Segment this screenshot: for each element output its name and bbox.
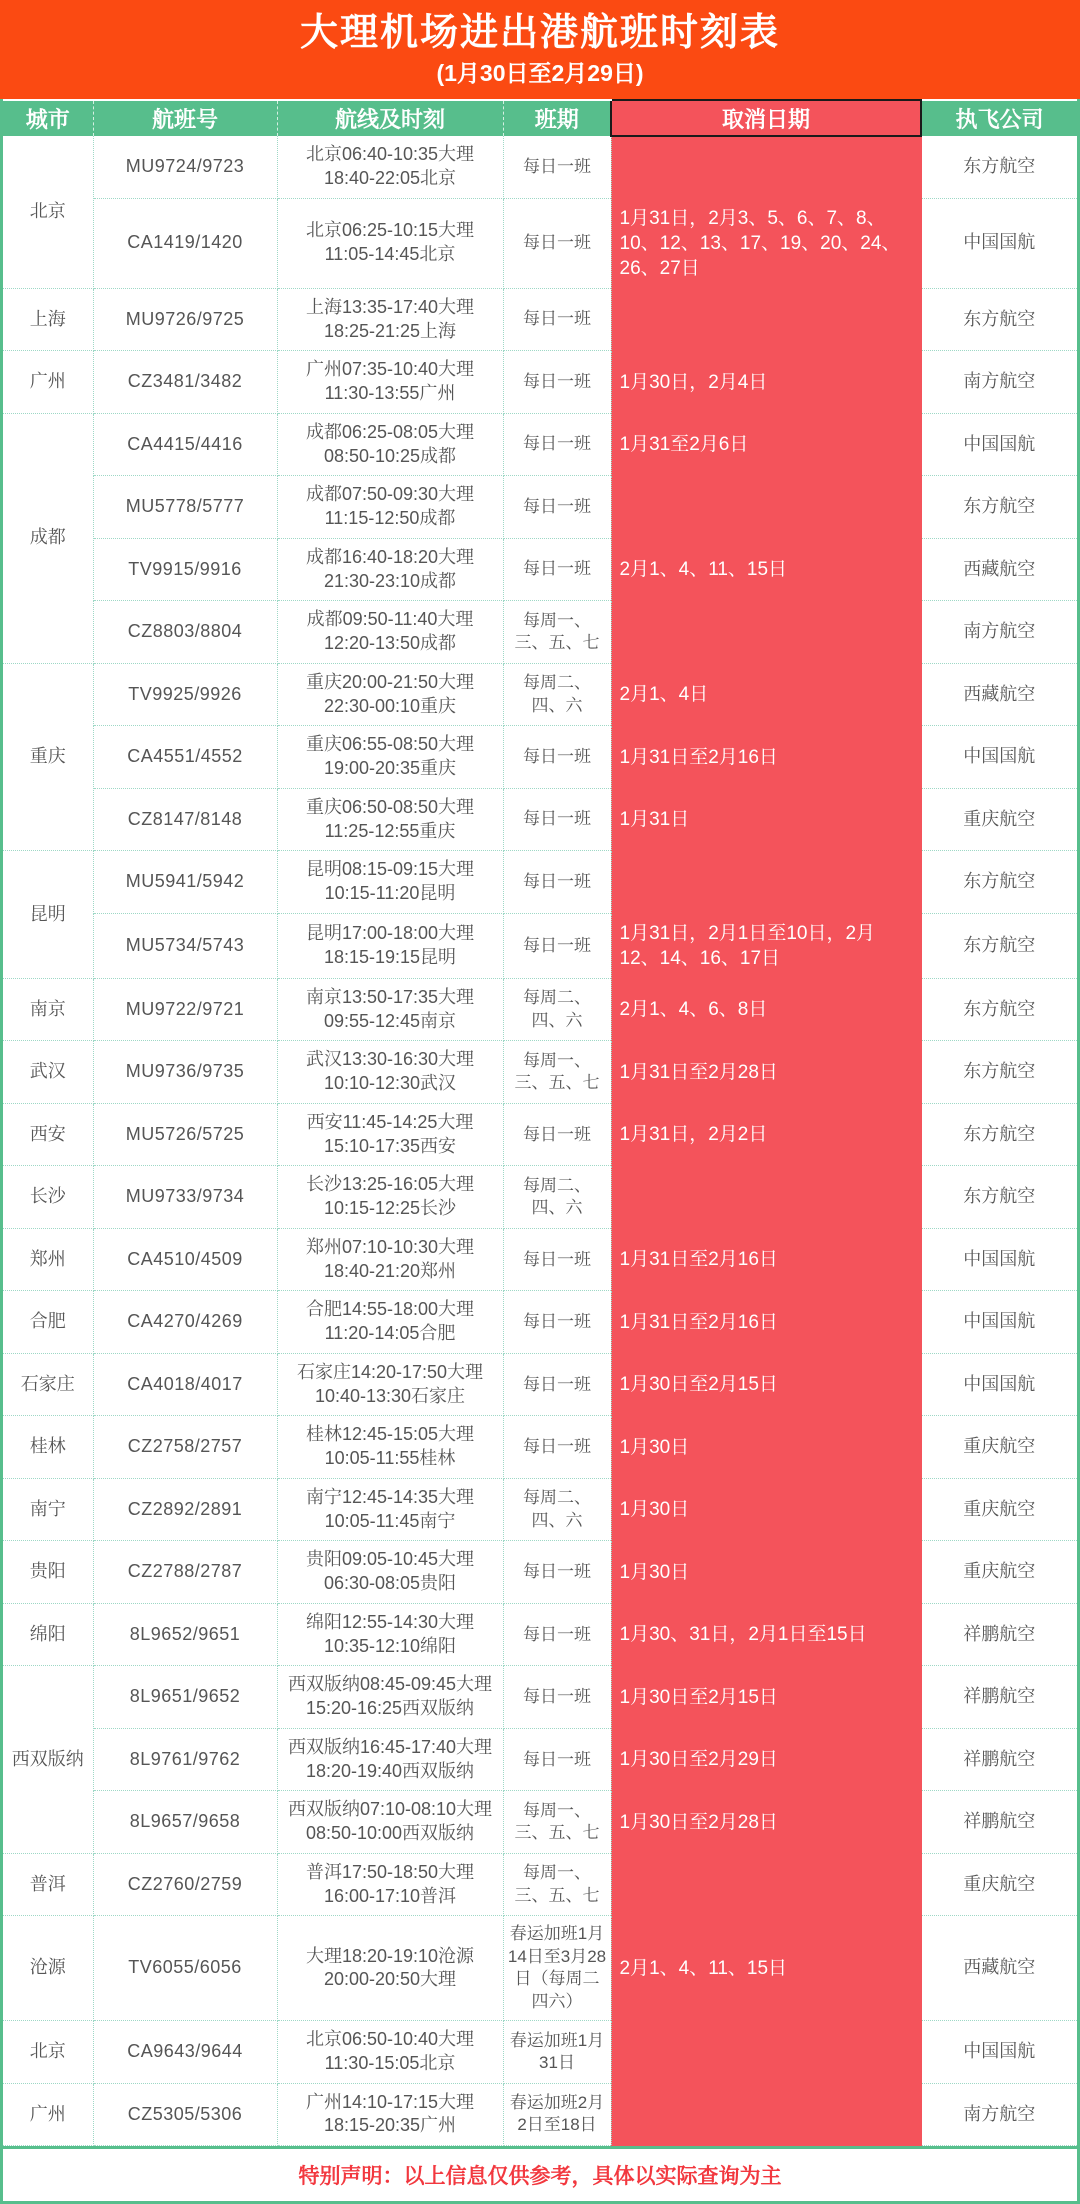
route-cell <box>277 663 503 726</box>
route-cell <box>277 288 503 351</box>
route-line: 大理18:20-19:10沧源 <box>305 1945 475 1966</box>
schedule-cell: 每日一班 <box>503 1228 611 1291</box>
schedule-cell: 每日一班 <box>503 1728 611 1791</box>
route-line: 18:40-21:20郑州 <box>323 1260 457 1281</box>
route-line: 08:50-10:25成都 <box>323 445 457 466</box>
flight-row <box>3 913 1077 978</box>
route-line: 北京06:40-10:35大理 <box>305 144 475 165</box>
schedule-cell: 每日一班 <box>503 1291 611 1354</box>
city-cell: 上海 <box>3 288 93 351</box>
route-line: 21:30-23:10成都 <box>323 570 457 591</box>
city-cell: 合肥 <box>3 1291 93 1354</box>
schedule-cell: 每日一班 <box>503 788 611 851</box>
schedule-cell: 每日一班 <box>503 913 611 978</box>
route-cell <box>277 1478 503 1541</box>
flight-row <box>3 351 1077 414</box>
city-cell: 南京 <box>3 978 93 1041</box>
airline-cell: 祥鹏航空 <box>921 1791 1077 1854</box>
route-cell <box>277 726 503 789</box>
route-line: 西安11:45-14:25大理 <box>306 1111 474 1132</box>
column-header-airline: 执飞公司 <box>921 100 1077 136</box>
route-line: 成都09:50-11:40大理 <box>306 609 474 630</box>
flight-row <box>3 1103 1077 1166</box>
cancel-dates-cell: 1月31至2月6日 <box>611 413 921 476</box>
city-cell: 武汉 <box>3 1041 93 1104</box>
cancel-dates-cell: 2月1、4、11、15日 <box>611 538 921 601</box>
route-cell <box>277 978 503 1041</box>
city-cell: 桂林 <box>3 1416 93 1479</box>
route-cell <box>277 913 503 978</box>
schedule-cell: 每日一班 <box>503 1541 611 1604</box>
route-line: 10:05-11:45南宁 <box>324 1510 456 1531</box>
cancel-dates-cell <box>611 851 921 914</box>
route-line: 桂林12:45-15:05大理 <box>305 1424 475 1445</box>
page-banner <box>0 0 1080 99</box>
airline-cell: 东方航空 <box>921 1041 1077 1104</box>
cancel-dates-cell: 2月1、4、6、8日 <box>611 978 921 1041</box>
city-cell: 北京 <box>3 136 93 288</box>
route-line: 10:40-13:30石家庄 <box>314 1385 466 1406</box>
route-cell <box>277 136 503 198</box>
route-line: 11:20-14:05合肥 <box>324 1323 456 1344</box>
cancel-dates-cell <box>611 1853 921 1916</box>
route-line: 长沙13:25-16:05大理 <box>305 1174 475 1195</box>
flight-number-cell: CZ2892/2891 <box>93 1478 277 1541</box>
airline-cell: 中国国航 <box>921 1291 1077 1354</box>
schedule-cell: 春运加班1月31日 <box>503 2021 611 2084</box>
city-cell: 重庆 <box>3 663 93 851</box>
schedule-cell: 每日一班 <box>503 1353 611 1416</box>
cancel-dates-cell: 1月30日至2月15日 <box>611 1353 921 1416</box>
route-line: 10:15-11:20昆明 <box>324 883 456 904</box>
flight-number-cell: CZ2758/2757 <box>93 1416 277 1479</box>
flight-schedule-table <box>3 99 1077 2146</box>
route-line: 广州07:35-10:40大理 <box>305 359 475 380</box>
flight-number-cell: 8L9652/9651 <box>93 1603 277 1666</box>
route-line: 09:55-12:45南京 <box>323 1010 457 1031</box>
cancel-dates-cell: 1月30日 <box>611 1416 921 1479</box>
flight-number-cell: MU5778/5777 <box>93 476 277 539</box>
flight-number-cell: TV6055/6056 <box>93 1916 277 2021</box>
route-line: 18:25-21:25上海 <box>323 320 457 341</box>
airline-cell: 重庆航空 <box>921 788 1077 851</box>
route-line: 10:15-12:25长沙 <box>323 1198 457 1219</box>
flight-row <box>3 726 1077 789</box>
airline-cell: 祥鹏航空 <box>921 1728 1077 1791</box>
cancel-dates-cell: 2月1、4、11、15日 <box>611 1916 921 2021</box>
cancel-dates-cell: 1月30日至2月29日 <box>611 1728 921 1791</box>
cancel-dates-cell <box>611 288 921 351</box>
route-cell <box>277 601 503 664</box>
flight-number-cell: CZ8147/8148 <box>93 788 277 851</box>
route-line: 12:20-13:50成都 <box>323 633 457 654</box>
city-cell: 北京 <box>3 2021 93 2084</box>
schedule-cell: 每日一班 <box>503 413 611 476</box>
route-cell <box>277 851 503 914</box>
route-line: 广州14:10-17:15大理 <box>305 2091 475 2112</box>
flight-row <box>3 538 1077 601</box>
route-line: 10:05-11:55桂林 <box>324 1448 456 1469</box>
route-line: 石家庄14:20-17:50大理 <box>296 1361 484 1382</box>
cancel-dates-cell: 1月30日 <box>611 1478 921 1541</box>
flight-row <box>3 1228 1077 1291</box>
airline-cell: 祥鹏航空 <box>921 1666 1077 1729</box>
route-cell <box>277 198 503 288</box>
route-line: 11:05-14:45北京 <box>324 244 456 265</box>
cancel-dates-cell: 1月31日 <box>611 788 921 851</box>
disclaimer-text: 特别声明：以上信息仅供参考，具体以实际查询为主 <box>298 2165 782 2189</box>
schedule-cell: 春运加班2月2日至18日 <box>503 2083 611 2146</box>
airline-cell: 中国国航 <box>921 1353 1077 1416</box>
flight-row <box>3 136 1077 198</box>
airline-cell: 东方航空 <box>921 913 1077 978</box>
schedule-cell: 每周二、四、六 <box>503 1166 611 1229</box>
cancel-dates-cell: 1月31日至2月16日 <box>611 726 921 789</box>
route-line: 贵阳09:05-10:45大理 <box>305 1549 475 1570</box>
cancel-dates-cell: 1月30、31日，2月1日至15日 <box>611 1603 921 1666</box>
route-cell <box>277 2083 503 2146</box>
flight-row <box>3 1353 1077 1416</box>
route-cell <box>277 788 503 851</box>
airline-cell: 重庆航空 <box>921 1853 1077 1916</box>
route-line: 18:20-19:40西双版纳 <box>305 1760 475 1781</box>
flight-row <box>3 2083 1077 2146</box>
city-cell: 广州 <box>3 351 93 414</box>
flight-number-cell: MU9724/9723 <box>93 136 277 198</box>
airline-cell: 东方航空 <box>921 476 1077 539</box>
flight-number-cell: TV9925/9926 <box>93 663 277 726</box>
city-cell: 普洱 <box>3 1853 93 1916</box>
airline-cell: 重庆航空 <box>921 1478 1077 1541</box>
flight-row <box>3 1291 1077 1354</box>
column-header-row <box>3 100 1077 136</box>
flight-number-cell: CZ2760/2759 <box>93 1853 277 1916</box>
route-cell <box>277 1853 503 1916</box>
route-cell <box>277 1541 503 1604</box>
flight-row <box>3 1916 1077 2021</box>
schedule-cell: 每日一班 <box>503 726 611 789</box>
flight-row <box>3 663 1077 726</box>
schedule-cell: 每日一班 <box>503 1666 611 1729</box>
route-line: 北京06:25-10:15大理 <box>305 220 475 241</box>
route-cell <box>277 1666 503 1729</box>
route-cell <box>277 538 503 601</box>
schedule-cell: 每日一班 <box>503 1103 611 1166</box>
city-cell: 石家庄 <box>3 1353 93 1416</box>
flight-row <box>3 288 1077 351</box>
route-line: 18:15-20:35广州 <box>323 2115 457 2136</box>
cancel-dates-cell: 1月31日至2月28日 <box>611 1041 921 1104</box>
city-cell: 成都 <box>3 413 93 663</box>
schedule-cell: 每周二、四、六 <box>503 663 611 726</box>
city-cell: 西双版纳 <box>3 1666 93 1854</box>
airline-cell: 中国国航 <box>921 2021 1077 2084</box>
column-header-city: 城市 <box>3 100 93 136</box>
flight-row <box>3 788 1077 851</box>
flight-row <box>3 1541 1077 1604</box>
route-line: 11:25-12:55重庆 <box>324 820 456 841</box>
flight-row <box>3 978 1077 1041</box>
city-cell: 昆明 <box>3 851 93 979</box>
route-line: 15:10-17:35西安 <box>323 1135 457 1156</box>
city-cell: 南宁 <box>3 1478 93 1541</box>
route-line: 重庆06:50-08:50大理 <box>305 796 475 817</box>
flight-row <box>3 851 1077 914</box>
route-line: 昆明08:15-09:15大理 <box>305 859 475 880</box>
flight-number-cell: MU9726/9725 <box>93 288 277 351</box>
route-line: 重庆06:55-08:50大理 <box>305 734 475 755</box>
route-line: 重庆20:00-21:50大理 <box>305 671 475 692</box>
airline-cell: 东方航空 <box>921 1166 1077 1229</box>
route-line: 武汉13:30-16:30大理 <box>305 1049 475 1070</box>
flight-number-cell: 8L9651/9652 <box>93 1666 277 1729</box>
route-line: 普洱17:50-18:50大理 <box>305 1861 475 1882</box>
flight-number-cell: MU9722/9721 <box>93 978 277 1041</box>
column-header-flight: 航班号 <box>93 100 277 136</box>
route-cell <box>277 413 503 476</box>
schedule-cell: 每日一班 <box>503 351 611 414</box>
flight-number-cell: CA4270/4269 <box>93 1291 277 1354</box>
airline-cell: 南方航空 <box>921 601 1077 664</box>
route-line: 合肥14:55-18:00大理 <box>305 1299 475 1320</box>
flight-number-cell: MU5726/5725 <box>93 1103 277 1166</box>
route-line: 19:00-20:35重庆 <box>323 758 457 779</box>
flight-number-cell: MU9733/9734 <box>93 1166 277 1229</box>
airline-cell: 南方航空 <box>921 2083 1077 2146</box>
cancel-dates-cell: 1月31日，2月2日 <box>611 1103 921 1166</box>
disclaimer-bar <box>3 2146 1077 2201</box>
airline-cell: 中国国航 <box>921 1228 1077 1291</box>
schedule-cell: 春运加班1月14日至3月28日（每周二四六） <box>503 1916 611 2021</box>
flight-row <box>3 601 1077 664</box>
city-cell: 绵阳 <box>3 1603 93 1666</box>
flight-row <box>3 1166 1077 1229</box>
airline-cell: 重庆航空 <box>921 1541 1077 1604</box>
route-line: 11:30-15:05北京 <box>324 2052 456 2073</box>
cancel-dates-cell <box>611 136 921 198</box>
cancel-dates-cell: 2月1、4日 <box>611 663 921 726</box>
schedule-cell: 每周一、三、五、七 <box>503 1041 611 1104</box>
airline-cell: 重庆航空 <box>921 1416 1077 1479</box>
cancel-dates-cell: 1月31日至2月16日 <box>611 1291 921 1354</box>
route-cell <box>277 1603 503 1666</box>
route-cell <box>277 1791 503 1854</box>
cancel-dates-cell: 1月30日 <box>611 1541 921 1604</box>
column-header-route: 航线及时刻 <box>277 100 503 136</box>
flight-number-cell: CZ5305/5306 <box>93 2083 277 2146</box>
route-line: 06:30-08:05贵阳 <box>323 1573 457 1594</box>
flight-row <box>3 1603 1077 1666</box>
route-cell <box>277 2021 503 2084</box>
route-cell <box>277 1041 503 1104</box>
route-cell <box>277 1291 503 1354</box>
route-line: 昆明17:00-18:00大理 <box>305 923 475 944</box>
cancel-dates-cell <box>611 476 921 539</box>
airline-cell: 西藏航空 <box>921 1916 1077 2021</box>
airline-cell: 东方航空 <box>921 851 1077 914</box>
city-cell: 郑州 <box>3 1228 93 1291</box>
column-header-schedule: 班期 <box>503 100 611 136</box>
airline-cell: 东方航空 <box>921 1103 1077 1166</box>
airline-cell: 西藏航空 <box>921 538 1077 601</box>
route-cell <box>277 1353 503 1416</box>
route-line: 成都06:25-08:05大理 <box>305 421 475 442</box>
route-line: 20:00-20:50大理 <box>323 1969 457 1990</box>
route-line: 18:40-22:05北京 <box>323 167 457 188</box>
route-cell <box>277 476 503 539</box>
route-line: 08:50-10:00西双版纳 <box>305 1823 475 1844</box>
route-cell <box>277 1728 503 1791</box>
schedule-cell: 每日一班 <box>503 1603 611 1666</box>
schedule-cell: 每日一班 <box>503 538 611 601</box>
city-cell: 长沙 <box>3 1166 93 1229</box>
page-subtitle: (1月30日至2月29日) <box>436 59 644 86</box>
airline-cell: 东方航空 <box>921 288 1077 351</box>
airline-cell: 祥鹏航空 <box>921 1603 1077 1666</box>
airline-cell: 西藏航空 <box>921 663 1077 726</box>
flight-number-cell: CA4415/4416 <box>93 413 277 476</box>
airline-cell: 中国国航 <box>921 198 1077 288</box>
airline-cell: 中国国航 <box>921 726 1077 789</box>
route-line: 10:35-12:10绵阳 <box>323 1635 457 1656</box>
cancel-dates-cell: 1月31日至2月16日 <box>611 1228 921 1291</box>
schedule-cell: 每日一班 <box>503 851 611 914</box>
cancel-dates-cell: 1月30日至2月15日 <box>611 1666 921 1729</box>
route-line: 南宁12:45-14:35大理 <box>305 1486 475 1507</box>
flight-row <box>3 1728 1077 1791</box>
flight-row <box>3 413 1077 476</box>
route-line: 22:30-00:10重庆 <box>323 695 457 716</box>
flight-number-cell: 8L9657/9658 <box>93 1791 277 1854</box>
airline-cell: 中国国航 <box>921 413 1077 476</box>
flight-number-cell: CA4018/4017 <box>93 1353 277 1416</box>
cancel-dates-cell <box>611 1166 921 1229</box>
airline-cell: 南方航空 <box>921 351 1077 414</box>
cancel-dates-cell: 1月31日，2月1日至10日，2月12、14、16、17日 <box>611 913 921 978</box>
route-cell <box>277 1916 503 2021</box>
flight-number-cell: 8L9761/9762 <box>93 1728 277 1791</box>
route-line: 11:15-12:50成都 <box>324 508 456 529</box>
flight-number-cell: CZ2788/2787 <box>93 1541 277 1604</box>
flight-row <box>3 1853 1077 1916</box>
flight-row <box>3 1478 1077 1541</box>
route-line: 郑州07:10-10:30大理 <box>305 1236 475 1257</box>
route-cell <box>277 351 503 414</box>
flight-number-cell: TV9915/9916 <box>93 538 277 601</box>
route-cell <box>277 1416 503 1479</box>
page-title: 大理机场进出港航班时刻表 <box>299 12 780 54</box>
route-line: 15:20-16:25西双版纳 <box>305 1698 475 1719</box>
city-cell: 沧源 <box>3 1916 93 2021</box>
route-line: 10:10-12:30武汉 <box>323 1073 457 1094</box>
schedule-cell: 每周二、四、六 <box>503 978 611 1041</box>
column-header-cancel-dates: 取消日期 <box>611 100 921 136</box>
city-cell: 西安 <box>3 1103 93 1166</box>
airline-cell: 东方航空 <box>921 978 1077 1041</box>
route-cell <box>277 1103 503 1166</box>
schedule-cell: 每周一、三、五、七 <box>503 1853 611 1916</box>
airline-cell: 东方航空 <box>921 136 1077 198</box>
flight-number-cell: CA4551/4552 <box>93 726 277 789</box>
cancel-dates-cell: 1月30日，2月4日 <box>611 351 921 414</box>
flight-row <box>3 198 1077 288</box>
route-line: 成都07:50-09:30大理 <box>305 484 475 505</box>
flight-table-body <box>3 136 1077 2146</box>
route-line: 绵阳12:55-14:30大理 <box>305 1611 475 1632</box>
route-line: 南京13:50-17:35大理 <box>305 986 475 1007</box>
flight-row <box>3 1666 1077 1729</box>
flight-number-cell: MU9736/9735 <box>93 1041 277 1104</box>
route-line: 西双版纳16:45-17:40大理 <box>287 1736 493 1757</box>
city-cell: 广州 <box>3 2083 93 2146</box>
route-line: 11:30-13:55广州 <box>324 383 456 404</box>
flight-number-cell: CZ3481/3482 <box>93 351 277 414</box>
cancel-dates-cell <box>611 2021 921 2084</box>
schedule-cell: 每周二、四、六 <box>503 1478 611 1541</box>
schedule-cell: 每日一班 <box>503 288 611 351</box>
route-cell <box>277 1166 503 1229</box>
route-line: 西双版纳07:10-08:10大理 <box>287 1799 493 1820</box>
cancel-dates-cell: 1月30日至2月28日 <box>611 1791 921 1854</box>
cancel-dates-cell <box>611 2083 921 2146</box>
flight-number-cell: MU5941/5942 <box>93 851 277 914</box>
flight-row <box>3 2021 1077 2084</box>
flight-number-cell: CZ8803/8804 <box>93 601 277 664</box>
route-line: 西双版纳08:45-09:45大理 <box>287 1674 493 1695</box>
route-line: 成都16:40-18:20大理 <box>305 546 475 567</box>
schedule-cell: 每日一班 <box>503 136 611 198</box>
city-cell: 贵阳 <box>3 1541 93 1604</box>
flight-row <box>3 1041 1077 1104</box>
route-line: 16:00-17:10普洱 <box>323 1885 457 1906</box>
flight-number-cell: MU5734/5743 <box>93 913 277 978</box>
schedule-cell: 每日一班 <box>503 1416 611 1479</box>
flight-row <box>3 1791 1077 1854</box>
flight-number-cell: CA4510/4509 <box>93 1228 277 1291</box>
route-line: 北京06:50-10:40大理 <box>305 2029 475 2050</box>
route-line: 18:15-19:15昆明 <box>323 946 457 967</box>
flight-row <box>3 476 1077 539</box>
route-cell <box>277 1228 503 1291</box>
cancel-dates-cell: 1月31日，2月3、5、6、7、8、10、12、13、17、19、20、24、26、27日 <box>611 198 921 288</box>
schedule-cell: 每周一、三、五、七 <box>503 601 611 664</box>
flight-row <box>3 1416 1077 1479</box>
route-line: 上海13:35-17:40大理 <box>305 296 475 317</box>
cancel-dates-cell <box>611 601 921 664</box>
flight-number-cell: CA1419/1420 <box>93 198 277 288</box>
schedule-cell: 每日一班 <box>503 198 611 288</box>
schedule-cell: 每周一、三、五、七 <box>503 1791 611 1854</box>
flight-number-cell: CA9643/9644 <box>93 2021 277 2084</box>
schedule-cell: 每日一班 <box>503 476 611 539</box>
